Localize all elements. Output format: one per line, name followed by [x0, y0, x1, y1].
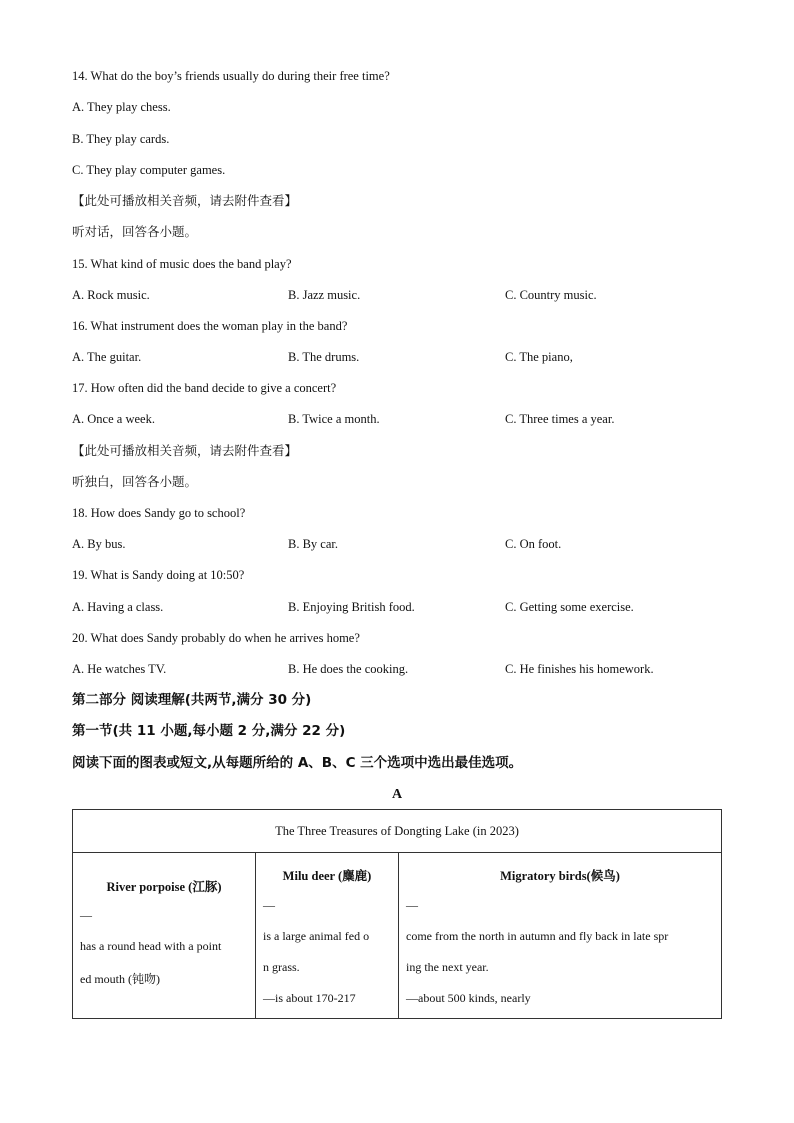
- cell-line: —: [406, 898, 418, 912]
- cell-line: —: [80, 908, 92, 922]
- question-15: 15. What kind of music does the band play?: [72, 257, 292, 271]
- cell-line: has a round head with a point: [80, 939, 222, 953]
- migratory-birds-cell: [399, 853, 722, 1019]
- question-16: 16. What instrument does the woman play in the band?: [72, 319, 348, 333]
- question-20: 20. What does Sandy probably do when he arrives home?: [72, 631, 360, 645]
- option-a: A. Once a week.: [72, 412, 155, 426]
- migratory-birds-header: Migratory birds(候鸟): [500, 869, 620, 883]
- table-title: The Three Treasures of Dongting Lake (in 2023): [73, 810, 722, 853]
- audio-note: 【此处可播放相关音频，请去附件查看】: [72, 193, 298, 208]
- option-a: A. He watches TV.: [72, 662, 167, 676]
- instruction-dialog: 听对话，回答各小题。: [72, 224, 198, 239]
- option-b: B. Twice a month.: [288, 412, 380, 426]
- option-c: C. The piano,: [505, 350, 573, 364]
- audio-note: 【此处可播放相关音频，请去附件查看】: [72, 443, 298, 458]
- option-a: A. By bus.: [72, 537, 126, 551]
- river-porpoise-header: River porpoise (江豚): [106, 880, 222, 894]
- cell-line: —is about 170-217: [263, 991, 356, 1005]
- option-b: B. Enjoying British food.: [288, 600, 415, 614]
- treasures-table: [72, 809, 722, 1019]
- cell-line: is a large animal fed o: [263, 929, 370, 943]
- question-14: 14. What do the boy’s friends usually do during their free time?: [72, 69, 390, 83]
- question-17: 17. How often did the band decide to give a concert?: [72, 381, 337, 395]
- cell-line: —: [263, 898, 275, 912]
- option-b: B. Jazz music.: [288, 288, 361, 302]
- milu-deer-cell: [256, 853, 399, 1019]
- option-b: B. By car.: [288, 537, 338, 551]
- cell-line: ing the next year.: [406, 960, 489, 974]
- milu-deer-header: Milu deer (麋鹿): [282, 869, 372, 883]
- question-18: 18. How does Sandy go to school?: [72, 506, 246, 520]
- option-c: C. Getting some exercise.: [505, 600, 634, 614]
- option-b: B. He does the cooking.: [288, 662, 409, 676]
- option-b: B. The drums.: [288, 350, 360, 364]
- question-14-option-b: B. They play cards.: [72, 132, 170, 146]
- option-a: A. The guitar.: [72, 350, 142, 364]
- cell-line: ed mouth (钝吻): [80, 972, 160, 986]
- cell-line: come from the north in autumn and fly back in late spr: [406, 929, 669, 943]
- passage-label: A: [391, 787, 403, 802]
- section-1-title: 第一节(共 11 小题,每小题 2 分,满分 22 分): [72, 723, 346, 739]
- instruction-monologue: 听独白，回答各小题。: [72, 474, 198, 489]
- option-a: A. Having a class.: [72, 600, 164, 614]
- option-c: C. Country music.: [505, 288, 597, 302]
- part-2-title: 第二部分 阅读理解(共两节,满分 30 分): [72, 692, 312, 708]
- option-a: A. Rock music.: [72, 288, 150, 302]
- question-14-option-c: C. They play computer games.: [72, 163, 226, 177]
- cell-line: —about 500 kinds, nearly: [406, 991, 531, 1005]
- question-14-option-a: A. They play chess.: [72, 100, 171, 114]
- option-c: C. He finishes his homework.: [505, 662, 654, 676]
- river-porpoise-cell: [73, 853, 256, 1019]
- cell-line: n grass.: [263, 960, 300, 974]
- option-c: C. On foot.: [505, 537, 562, 551]
- option-c: C. Three times a year.: [505, 412, 615, 426]
- question-19: 19. What is Sandy doing at 10:50?: [72, 568, 245, 582]
- reading-instruction: 阅读下面的图表或短文,从每题所给的 A、B、C 三个选项中选出最佳选项。: [72, 755, 523, 771]
